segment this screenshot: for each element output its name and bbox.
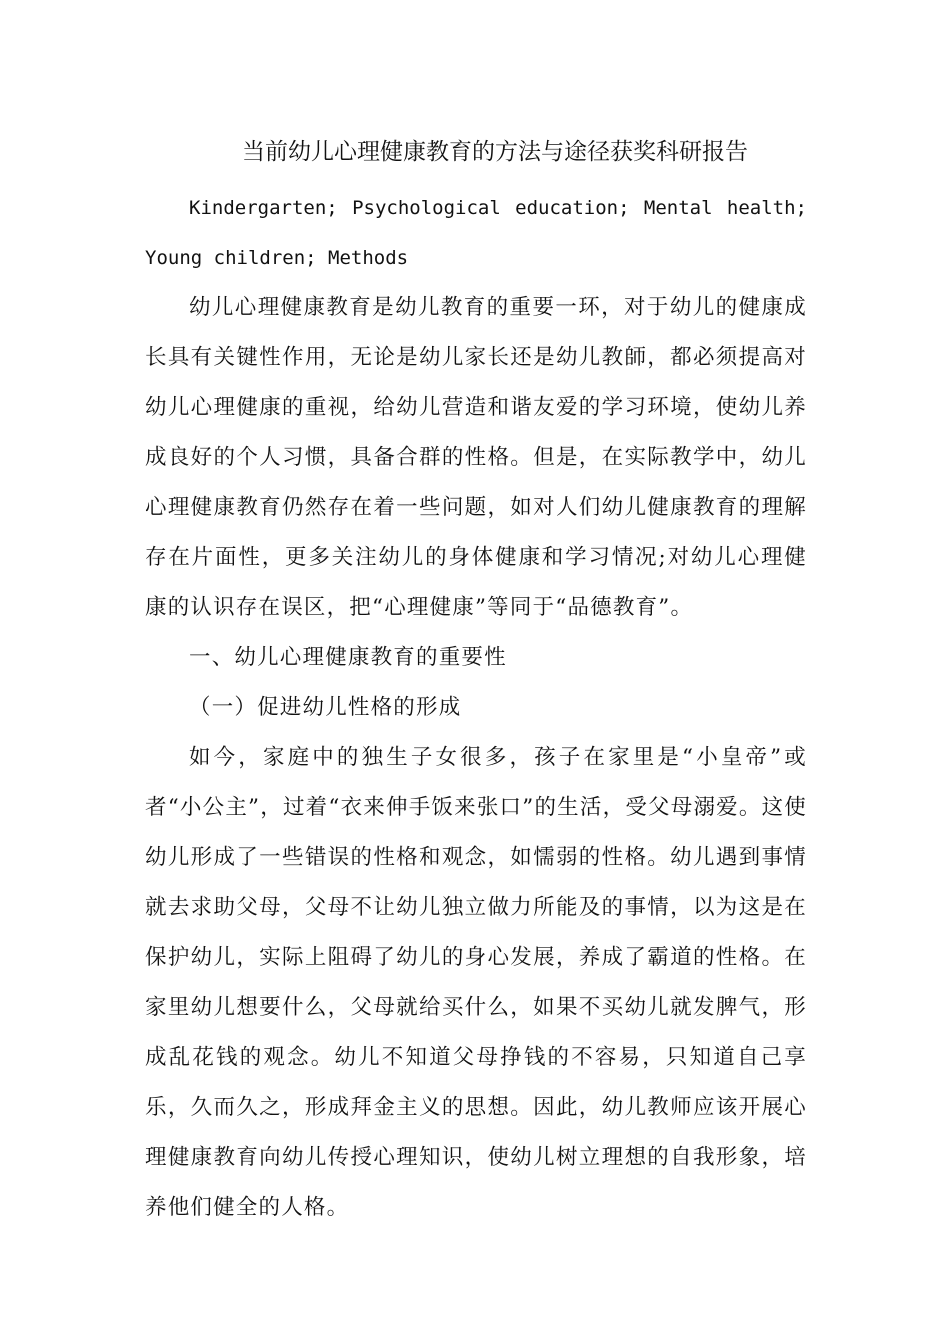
subsection-heading: （一）促进幼儿性格的形成 [189,695,462,720]
document-title: 当前幼儿心理健康教育的方法与途径获奖科研报告 [242,139,748,165]
keywords-line: Kindergarten; Psychological education; Mental health; Young children; Methods [145,197,807,269]
section-heading: 一、幼儿心理健康教育的重要性 [189,645,507,670]
intro-paragraph: 幼儿心理健康教育是幼儿教育的重要一环，对于幼儿的健康成长具有关键性作用，无论是幼儿家长还是幼儿教師，都必须提高对幼儿心理健康的重视，给幼儿营造和谐友爱的学习环境，使幼儿养成良好的个人习惯，具备合群的性格。但是，在实际教学中，幼儿心理健康教育仍然存在着一些问题，如对人们幼儿健康教育的理解存在片面性，更多关注幼儿的身体健康和学习情况;对幼儿心理健康的认识存在误区，把“心理健康”等同于“品德教育”。 [145,295,807,620]
body-paragraph: 如今，家庭中的独生子女很多，孩子在家里是“小皇帝”或者“小公主”，过着“衣来伸手饭来张口”的生活，受父母溺爱。这使幼儿形成了一些错误的性格和观念，如懦弱的性格。幼儿遇到事情就去求助父母，父母不让幼儿独立做力所能及的事情，以为这是在保护幼儿，实际上阻碍了幼儿的身心发展，养成了霸道的性格。在家里幼儿想要什么，父母就给买什么，如果不买幼儿就发脾气，形成乱花钱的观念。幼儿不知道父母挣钱的不容易，只知道自己享乐，久而久之，形成拜金主义的思想。因此，幼儿教师应该开展心理健康教育向幼儿传授心理知识，使幼儿树立理想的自我形象，培养他们健全的人格。 [145,745,807,1220]
document-body [145,183,807,1233]
